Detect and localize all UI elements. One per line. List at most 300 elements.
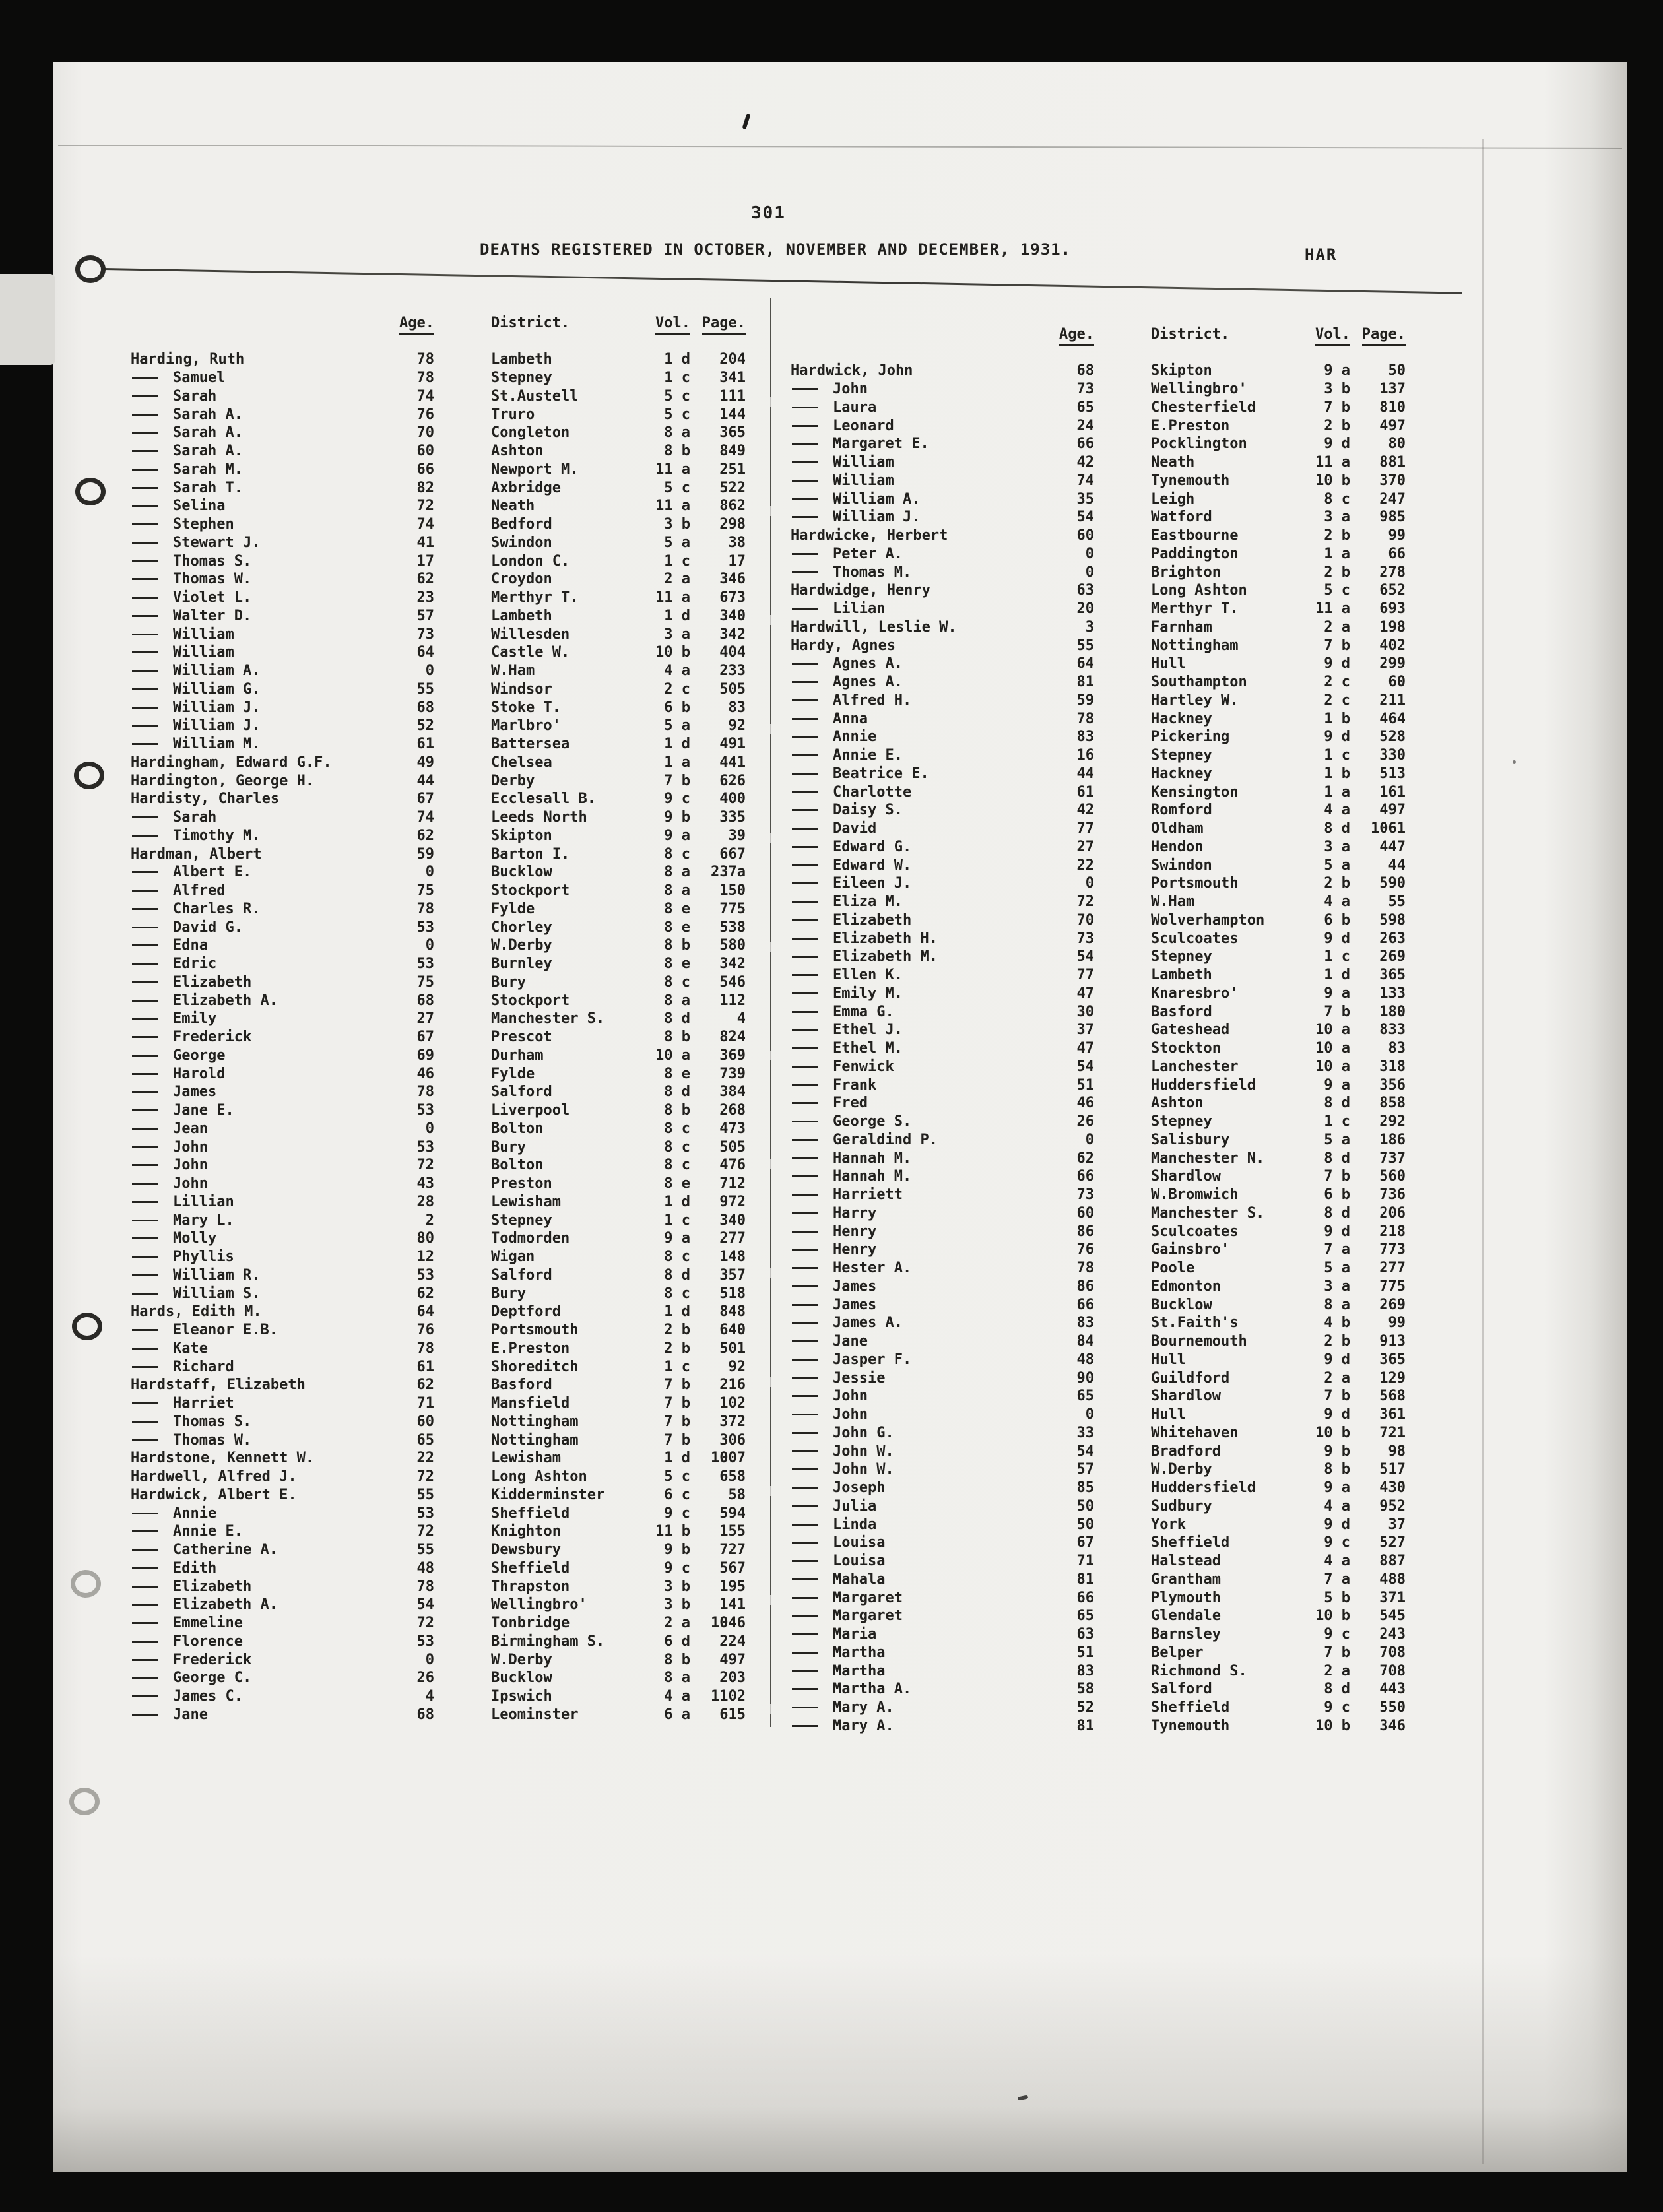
ditto-dash [792,1560,818,1562]
entry-page: 626 [719,772,746,789]
entry-page: 243 [1379,1626,1406,1643]
entry-age: 20 [1076,601,1094,618]
ditto-dash [132,578,158,580]
entry-name: Annie E. [173,1523,243,1540]
table-row [791,655,1408,673]
ditto-dash [792,681,818,683]
entry-vol: 1 b [1324,765,1350,782]
entry-page: 833 [1379,1022,1406,1039]
entry-age: 71 [416,1395,434,1412]
entry-district: Sheffield [491,1505,570,1522]
entry-name: John W. [833,1461,894,1478]
table-row [131,955,748,973]
entry-page: 518 [719,1285,746,1302]
entry-age: 55 [416,1542,434,1559]
entry-vol: 1 d [664,607,690,624]
ditto-dash [792,1688,818,1690]
entry-district: Birmingham S. [491,1633,605,1650]
entry-vol: 7 b [1324,399,1350,416]
entry-vol: 7 b [1324,637,1350,654]
entry-district: Edmonton [1151,1278,1221,1295]
entry-page: 1046 [711,1615,746,1632]
table-row [791,1076,1408,1094]
entry-age: 0 [425,1120,434,1137]
entry-name: Hardstone, Kennett W. [131,1450,315,1467]
table-row [791,545,1408,564]
entry-age: 90 [1076,1369,1094,1386]
entry-vol: 8 b [1324,1461,1350,1478]
entry-district: Plymouth [1151,1589,1221,1606]
ditto-dash [792,1194,818,1196]
table-row [791,1039,1408,1058]
ditto-dash [792,1340,818,1342]
entry-district: E.Preston [1151,417,1230,434]
entry-page: 83 [728,699,746,716]
entry-vol: 9 d [1324,1351,1350,1368]
ditto-dash [792,1066,818,1068]
entry-name: Louisa [833,1553,886,1570]
entry-name: Ethel M. [833,1040,903,1057]
entry-page: 92 [728,717,746,734]
entry-district: Merthyr T. [491,589,579,606]
entry-name: Hester A. [833,1260,912,1277]
ditto-dash [792,1524,818,1526]
entry-district: Halstead [1151,1553,1221,1570]
entry-vol: 2 b [1324,564,1350,581]
entry-vol: 8 b [664,1029,690,1046]
entry-district: Nottingham [491,1413,579,1430]
ditto-dash [132,1659,158,1661]
entry-page: 361 [1379,1406,1406,1423]
entry-district: Congleton [491,424,570,441]
entry-district: Sheffield [491,1559,570,1577]
table-row [791,563,1408,581]
entry-age: 86 [1076,1223,1094,1240]
entry-page: 560 [1379,1168,1406,1185]
entry-page: 464 [1379,710,1406,727]
district-header: District. [1151,326,1293,342]
entry-vol: 7 b [1324,1003,1350,1020]
table-row [131,790,748,808]
table-row [791,985,1408,1003]
entry-page: 527 [1379,1534,1406,1551]
entry-age: 59 [1076,692,1094,709]
table-row [791,966,1408,985]
entry-district: Sudbury [1151,1497,1212,1514]
entry-page: 568 [1379,1388,1406,1405]
entry-page: 513 [1379,765,1406,782]
table-row [791,911,1408,930]
table-row [131,1449,748,1468]
entry-page: 58 [728,1486,746,1503]
ditto-dash [792,1084,818,1086]
page-header: Page. [1350,326,1406,342]
ditto-dash [792,425,818,427]
entry-age: 0 [425,663,434,680]
entry-district: Manchester S. [1151,1204,1265,1221]
ditto-dash [132,1055,158,1057]
entry-name: Ellen K. [833,967,903,984]
entry-name: Richard [173,1358,234,1375]
ditto-dash [792,407,818,408]
entry-name: Emily M. [833,985,903,1002]
entry-district: Pickering [1151,729,1230,746]
ditto-dash [132,707,158,709]
entry-district: Hackney [1151,765,1212,782]
ditto-dash [792,1377,818,1379]
entry-page: 39 [728,827,746,844]
entry-district: Ipswich [491,1688,552,1705]
entry-district: Hull [1151,655,1186,672]
table-row [791,1058,1408,1076]
ditto-dash [792,388,818,390]
ditto-dash [792,1432,818,1434]
entry-name: William J. [173,717,261,734]
ditto-dash [792,516,818,518]
ditto-dash [792,1450,818,1452]
entry-age: 60 [416,1413,434,1430]
entry-page: 111 [719,387,746,405]
entry-page: 372 [719,1413,746,1430]
entry-district: Tynemouth [1151,1717,1230,1734]
entry-age: 0 [1085,1406,1094,1423]
table-row [791,1588,1408,1607]
table-row [131,1687,748,1706]
ditto-dash [132,1695,158,1697]
entry-district: Watford [1151,509,1212,526]
entry-vol: 2 b [1324,1333,1350,1350]
entry-name: Stewart J. [173,534,261,551]
entry-vol: 3 a [1324,509,1350,526]
ditto-dash [132,944,158,946]
table-row [131,461,748,479]
entry-district: Dewsbury [491,1542,561,1559]
entry-district: Chesterfield [1151,399,1256,416]
ditto-dash [132,963,158,965]
ditto-dash [132,1237,158,1239]
ditto-dash [792,1725,818,1727]
table-row [131,424,748,442]
entry-vol: 2 a [664,571,690,588]
ditto-dash [132,1128,158,1130]
ditto-dash [132,542,158,544]
entry-vol: 8 c [664,1249,690,1266]
table-row [131,1193,748,1212]
entry-age: 76 [1076,1241,1094,1258]
entry-age: 65 [416,1431,434,1448]
ditto-dash [792,754,818,756]
entry-name: Hannah M. [833,1150,912,1167]
ditto-dash [132,1366,158,1368]
entry-page: 985 [1379,509,1406,526]
entry-age: 26 [1076,1113,1094,1130]
entry-page: 150 [719,882,746,899]
entry-name: Peter A. [833,545,903,562]
entry-age: 60 [416,443,434,460]
entry-page: 491 [719,736,746,753]
table-row [791,728,1408,746]
entry-age: 66 [1076,1296,1094,1313]
entry-district: Mansfield [491,1395,570,1412]
entry-age: 0 [1085,1131,1094,1148]
entry-district: Shoreditch [491,1358,579,1375]
entry-vol: 8 d [1324,1681,1350,1698]
entry-age: 83 [1076,729,1094,746]
entry-district: Marlbro' [491,717,561,734]
entry-vol: 1 d [664,1303,690,1320]
table-row [131,1577,748,1596]
entry-district: Swindon [1151,857,1212,874]
table-row [791,820,1408,838]
entry-age: 41 [416,534,434,551]
entry-vol: 9 b [1324,1443,1350,1460]
entry-vol: 8 d [664,1266,690,1284]
entry-vol: 4 a [1324,894,1350,911]
entry-vol: 1 c [664,552,690,569]
ditto-dash [132,1109,158,1111]
entry-page: 615 [719,1706,746,1723]
entry-vol: 4 a [664,663,690,680]
entry-page: 80 [1388,436,1406,453]
entry-age: 53 [416,919,434,936]
entry-district: Stepney [1151,1113,1212,1130]
entry-name: George C. [173,1670,252,1687]
entry-page: 365 [1379,967,1406,984]
entry-name: Jane [173,1706,208,1723]
ditto-dash [132,816,158,818]
entry-age: 27 [1076,838,1094,855]
table-row [131,1248,748,1266]
table-row [791,508,1408,527]
entry-district: W.Derby [1151,1461,1212,1478]
entry-district: Fylde [491,900,535,917]
table-row [791,472,1408,490]
entry-vol: 8 e [664,956,690,973]
table-row [131,350,748,369]
entry-district: Bucklow [491,864,552,881]
entry-age: 0 [1085,545,1094,562]
entry-vol: 8 c [664,845,690,862]
entry-vol: 8 e [664,919,690,936]
table-row [131,1064,748,1083]
entry-vol: 1 d [1324,967,1350,984]
entry-age: 74 [416,516,434,533]
entry-page: 1061 [1371,820,1406,837]
entry-page: 658 [719,1468,746,1485]
entry-district: St.Faith's [1151,1315,1239,1332]
table-row [131,771,748,790]
entry-age: 62 [1076,1150,1094,1167]
entry-name: Frederick [173,1651,252,1668]
entry-age: 22 [416,1450,434,1467]
entry-vol: 9 c [664,791,690,808]
entry-page: 99 [1388,527,1406,544]
table-row [131,1083,748,1101]
entry-district: Basford [1151,1003,1212,1020]
entry-age: 52 [1076,1699,1094,1716]
entry-vol: 10 b [1315,1717,1350,1734]
entry-page: 277 [1379,1260,1406,1277]
entry-page: 268 [719,1102,746,1119]
entry-age: 70 [1076,911,1094,928]
entry-vol: 8 e [664,1065,690,1082]
entry-age: 67 [1076,1534,1094,1551]
entry-age: 53 [416,1102,434,1119]
table-row [131,662,748,680]
entry-age: 82 [416,479,434,496]
entry-district: Portsmouth [491,1322,579,1339]
table-row [791,673,1408,692]
entry-name: James [833,1278,877,1295]
entry-district: Farnham [1151,618,1212,635]
ditto-dash [132,1567,158,1569]
table-row [131,918,748,936]
punch-hole [72,1313,102,1340]
entry-name: Margaret [833,1589,903,1606]
entry-age: 78 [416,370,434,387]
table-row [791,1424,1408,1443]
entry-age: 61 [416,1358,434,1375]
table-row [131,845,748,863]
entry-district: Richmond S. [1151,1662,1247,1679]
entry-name: Thomas M. [833,564,912,581]
entry-age: 47 [1076,985,1094,1002]
entry-vol: 2 a [664,1615,690,1632]
entry-name: Martha [833,1662,886,1679]
table-row [131,478,748,497]
entry-vol: 2 b [1324,527,1350,544]
entry-page: 318 [1379,1058,1406,1075]
entry-name: Eileen J. [833,875,912,892]
table-row [131,754,748,772]
entry-name: Emma G. [833,1003,894,1020]
entry-page: 598 [1379,911,1406,928]
entry-name: Hardwell, Alfred J. [131,1468,297,1485]
entry-name: Maria [833,1626,877,1643]
entry-name: Hardwill, Leslie W. [791,618,957,635]
entry-district: Neath [491,498,535,515]
entry-name: Jane E. [173,1102,234,1119]
entry-vol: 9 c [664,1505,690,1522]
entry-name: Lilian [833,601,886,618]
ditto-dash [792,1267,818,1269]
entry-page: 148 [719,1249,746,1266]
table-row [131,625,748,643]
entry-district: Portsmouth [1151,875,1239,892]
entry-vol: 5 a [1324,1260,1350,1277]
entry-vol: 5 b [1324,1589,1350,1606]
entry-age: 37 [1076,1022,1094,1039]
table-row [791,1607,1408,1625]
table-row [791,1680,1408,1699]
table-row [791,1002,1408,1021]
entry-age: 22 [1076,857,1094,874]
entry-name: Sarah [173,809,217,826]
entry-name: Walter D. [173,607,252,624]
ditto-dash [132,651,158,653]
entry-age: 61 [416,736,434,753]
entry-vol: 11 a [1315,454,1350,471]
table-row [791,893,1408,911]
entry-page: 92 [728,1358,746,1375]
entry-district: Lambeth [1151,967,1212,984]
entry-page: 370 [1379,472,1406,489]
entry-district: Tonbridge [491,1615,570,1632]
ditto-dash [792,1597,818,1599]
entry-page: 708 [1379,1662,1406,1679]
entry-vol: 8 e [664,1175,690,1192]
entry-district: Castle W. [491,644,570,661]
entry-district: Hull [1151,1351,1186,1368]
entry-name: Violet L. [173,589,252,606]
entry-page: 330 [1379,747,1406,764]
ditto-dash [132,1641,158,1643]
table-row [131,991,748,1010]
entry-vol: 10 b [1315,472,1350,489]
entry-district: Ashton [491,443,544,460]
entry-vol: 8 c [664,1157,690,1174]
entry-vol: 4 a [664,1688,690,1705]
entry-district: Bournemouth [1151,1333,1247,1350]
entry-page: 112 [719,992,746,1009]
entry-name: Harding, Ruth [131,351,245,368]
entry-vol: 1 c [1324,948,1350,965]
entry-vol: 11 a [1315,601,1350,618]
entry-name: Sarah A. [173,443,243,460]
entry-vol: 8 c [664,973,690,991]
table-row [131,1266,748,1285]
table-row [791,709,1408,728]
table-row [791,1259,1408,1278]
entry-age: 51 [1076,1076,1094,1093]
table-row [131,735,748,754]
ditto-dash [132,634,158,635]
table-row [131,1175,748,1193]
entry-district: Lanchester [1151,1058,1239,1075]
entry-name: Martha A. [833,1681,912,1698]
entry-district: Salford [491,1266,552,1284]
ditto-dash [792,882,818,884]
ditto-dash [792,1029,818,1031]
entry-age: 0 [1085,564,1094,581]
entry-vol: 1 c [1324,747,1350,764]
ditto-dash [792,1231,818,1233]
ditto-dash [792,1578,818,1580]
entry-vol: 9 c [664,1559,690,1577]
entry-name: Hardy, Agnes [791,637,896,654]
entry-page: 505 [719,1138,746,1155]
entry-age: 57 [1076,1461,1094,1478]
entry-age: 86 [1076,1278,1094,1295]
entry-district: Salisbury [1151,1131,1230,1148]
entry-district: W.Ham [1151,894,1195,911]
entry-page: 1007 [711,1450,746,1467]
entry-name: John W. [833,1443,894,1460]
table-row [131,1156,748,1175]
ditto-dash [132,1586,158,1588]
entry-name: Harry [833,1204,877,1221]
ditto-dash [792,608,818,610]
entry-name: Julia [833,1497,877,1514]
entry-district: Southampton [1151,674,1247,691]
entry-page: 195 [719,1578,746,1595]
entry-page: 346 [719,571,746,588]
entry-name: Annie [173,1505,217,1522]
entry-vol: 10 a [1315,1040,1350,1057]
ditto-dash [132,908,158,910]
entry-name: Albert E. [173,864,252,881]
table-row [131,1633,748,1651]
